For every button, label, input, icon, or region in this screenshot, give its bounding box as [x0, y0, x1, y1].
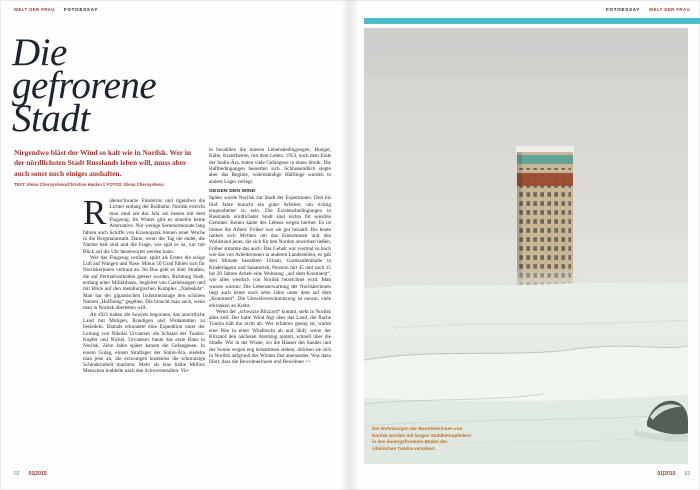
page-left-header	[14, 7, 98, 12]
paragraph: le bezahlten die miesen Lebensbedingungen, Hunger, Kälte, Krankheiten, mit dem Leben. 1953, nach dem Ende der Stalin-Ära, traten viele Gefangene in einen Streik. Die Haftbedingungen besserten sich. Schlussendlich siegte aber das Regime, widerständige Häftlinge wurden in andere Lager verlegt.	[209, 147, 331, 185]
paragraph	[83, 198, 205, 255]
page-number: 02	[14, 471, 20, 477]
tundra-photo-art	[364, 28, 688, 464]
paragraph: Ab 1921 hatten die Sowjets begonnen, das unwirtliche Land mit Mutigen, Kundigen und Verdammten zu besiedeln. Damals erkundete eine Expedition unter der Leitung von Nikolai Urvantsev die Schätze der Tundra: Kupfer und Nickel. Urvantsev baute das erste Haus in Norilsk. Zehn Jahre später kamen die Gefangenen. In einem Gulag, einem Straflager der Stalin-Ära, siedelte man jene an, die erzwungen kostenlos die schmutzige Schinderarbeit machten. Mehr als eine halbe Million Menschen buddelte nach den Schwermetallen. Vie-	[83, 311, 205, 375]
photo-caption: Die Wohnburgen der Bewohnerinnen von Norilsk wurden mit langen Stahlbetonpfeilern in den dauergefrorenen Böden der sibirischen Tundra verankert.	[372, 426, 472, 451]
title-line-3: Stadt	[12, 97, 90, 140]
paragraph-text: abenschwarze Finsternis und irgendwo die Lichter entlang der Rollbahn: Norilsk erreicht man rund um das Jahr am besten mit dem Flugzeug. Im Winter gibt es ohnehin keine Alternative. Nur wenige Sommermonate lang fahren auch Schiffe von Krasnojarsk binnen einer Woche in die Bergmannstadt. Dann, wenn der Tag nie endet, die Nächte hell sind und die Frage, wie spät es ist, nur mit Blick auf die Uhr beantwortet werden kann.	[83, 198, 205, 255]
page-left-folio	[14, 471, 47, 477]
drop-cap: R	[83, 198, 107, 232]
magazine-brand: WELT DER FRAU	[14, 7, 55, 12]
title-line-1: Die	[12, 31, 67, 74]
issue-label: 01|2015	[28, 471, 47, 477]
page-number: 03	[684, 471, 690, 477]
page-right-folio	[657, 471, 690, 477]
tundra-photo	[364, 28, 688, 464]
paragraph: Wenn der „schwarze Blizzard“ kommt, steht in Norilsk alles still. Der kalte Wind fegt über das Land, die flache Tundra hält ihn nicht ab. Wer erfahren genug ist, wartet eine Böe in einer Windbucht ab und läuft, wenn der Blizzard den nächsten Atemzug nimmt, schnell über die Straße. Wie in der Wüste, wo die Häuser des Sandes und der Sonne wegen eng beisammen stehen, drücken sie sich in Norilsk aufgrund des Windes fast aneinander. Was dazu führt, dass die Bewohnerinnen und Bewohner >>	[209, 308, 331, 366]
magazine-brand: WELT DER FRAU	[649, 7, 690, 12]
page-right-header	[606, 7, 690, 12]
apartment-building	[510, 146, 580, 296]
section-subhead: GEGEN DEN WIND	[209, 188, 256, 194]
body-column-2	[209, 147, 331, 465]
paragraph: Später wurde Norilsk zur Stadt der Expertinnen. Drei bis fünf Jahre braucht ein guter Arbeiter, um richtig eingearbeitet zu sein. Die Existenzbedingungen in Russlands nördlichster Stadt sind nichts für sensible Gemüter. Keiner käme des Lebens wegen hierher. Es ist immer die Arbeit. Früher war sie gut bezahlt. Bis heute ranken sich Mythen um das Einkommen und den Wohlstand jener, die sich für den Norden anwerben ließen. Früher stimmte das auch: Das Gehalt war viermal so hoch wie das von Arbeiterinnen in anderen Landesteilen, es gab drei Monate bezahlten Urlaub, Gratisaufenthalte in Kinderlagern und Sanatorien, Pension mit 45 und nach 15 bis 20 Jahren Arbeit eine Wohnung „auf dem Kontinent“, wie alles westlich von Norilsk bezeichnet wird. Man wusste warum: Die Lebenserwartung der Norilskerinnen liegt auch heute noch zehn Jahre unter dem auf dem „Kontinent“. Die Umweltverschmutzung ist enorm, viele erkranken an Krebs.	[209, 195, 331, 309]
cloud-band	[364, 28, 688, 78]
article-title	[12, 31, 157, 140]
section-label: FOTOESSAY	[63, 7, 98, 12]
page-right	[350, 0, 700, 490]
issue-label: 01|2015	[657, 471, 676, 477]
body-column-1	[83, 198, 205, 464]
byline: TEXT: Elena Chernysheva/Christine Haiden // FOTOS: Elena Chernysheva	[14, 182, 164, 187]
paragraph: Wer das Flugzeug verlässt, spürt als Erstes die eisige Luft auf Wangen und Nase. Minus 50 Grad fühlen sich für Norilskerinnen vertraut an. Im Bus geht es über Straßen, die auf Permafrostböden geteert wurden, Richtung Stadt, entlang einer Militärbasis, begleitet von Gasleitungen und mit Blick auf den metallurgischen Komplex „Nadeshda“. Man hat der gigantischen Industrieanlage den schönen Namen „Hoffnung“ gegeben. Die braucht man auch, wenn man in Norilsk überleben will.	[83, 254, 205, 312]
title-line-2: gefrorene	[12, 64, 157, 107]
standfirst: Nirgendwo bläst der Wind so kalt wie in Norilsk. Wer in der nördlichsten Stadt Russlands leben will, muss aber auch sonst noch einiges aushalten.	[14, 148, 191, 178]
teal-rule	[364, 18, 700, 24]
section-label: FOTOESSAY	[606, 7, 641, 12]
